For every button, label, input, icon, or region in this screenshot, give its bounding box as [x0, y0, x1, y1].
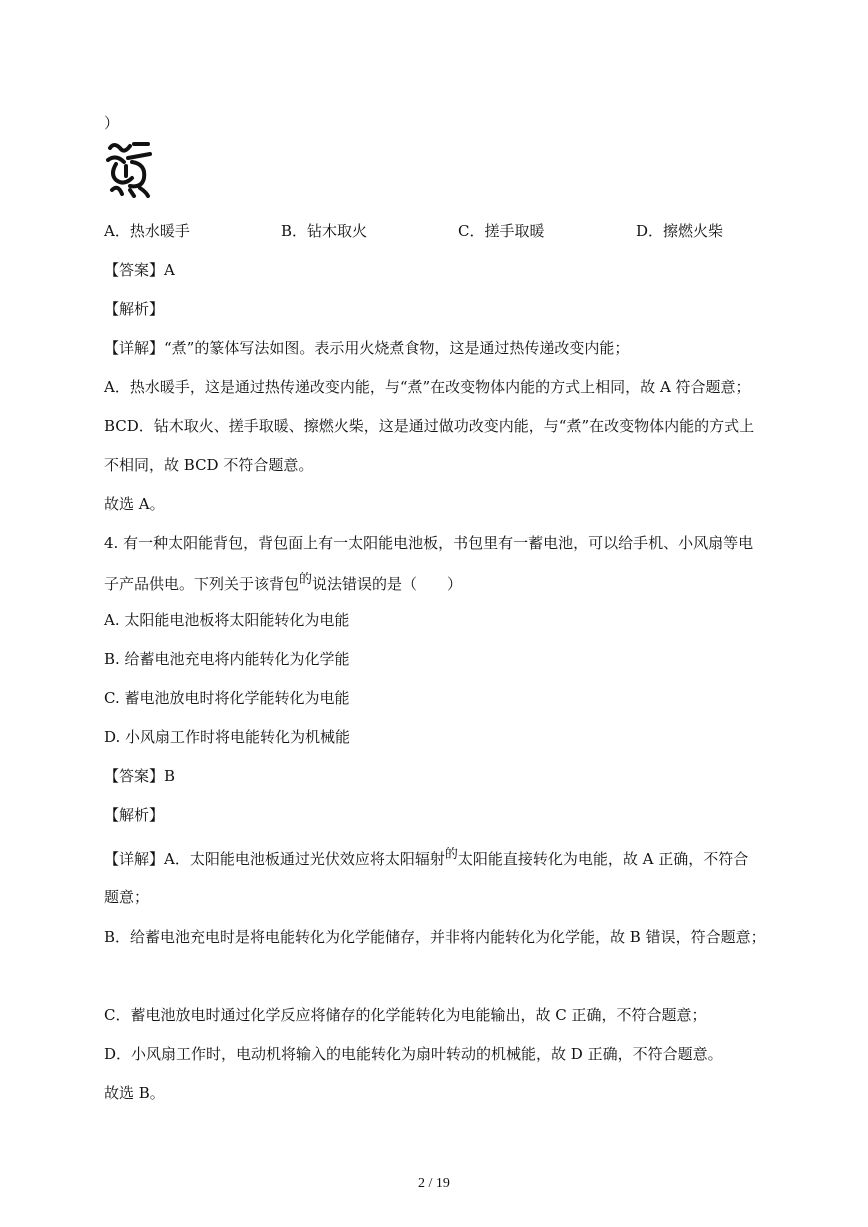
stem-superscript-char: 的: [299, 572, 313, 587]
explanation-line: A．热水暖手，这是通过热传递改变内能，与“煮”在改变物体内能的方式上相同，故 A 符合题意；: [104, 378, 751, 396]
question-stem: 4. 有一种太阳能背包，背包面上有一太阳能电池板，书包里有一蓄电池，可以给手机、小风扇等电: [104, 534, 754, 552]
option-c: C. 蓄电池放电时将化学能转化为电能: [104, 689, 350, 707]
explanation-line: B．给蓄电池充电时是将电能转化为化学能储存，并非将内能转化为化学能，故 B 错误，符合题意；: [104, 928, 766, 946]
option-d: D．擦燃火柴: [636, 222, 724, 240]
analysis-heading: 【解析】: [104, 300, 165, 318]
detail-text-part: 【详解】A．太阳能电池板通过光伏效应将太阳辐射: [104, 850, 445, 868]
option-b: B．钻木取火: [281, 222, 368, 240]
detail-superscript-char: 的: [444, 847, 458, 862]
seal-script-zhu-image: [104, 140, 154, 198]
option-a: A．热水暖手: [104, 222, 190, 240]
option-a: A. 太阳能电池板将太阳能转化为电能: [104, 611, 350, 629]
explanation-line: BCD．钻木取火、搓手取暖、擦燃火柴，这是通过做功改变内能，与“煮”在改变物体内能的方式上: [104, 417, 755, 435]
option-b: B. 给蓄电池充电将内能转化为化学能: [104, 650, 350, 668]
page-number: 2 / 19: [418, 1176, 450, 1191]
conclusion: 故选 B。: [104, 1084, 165, 1102]
detail-text: 题意；: [104, 888, 150, 906]
answer-label: 【答案】A: [104, 261, 175, 279]
option-d: D. 小风扇工作时将电能转化为机械能: [104, 728, 351, 746]
answer-label: 【答案】B: [104, 767, 176, 785]
option-c: C．搓手取暖: [458, 222, 545, 240]
question-fragment: ）: [104, 114, 120, 132]
question-stem: [104, 574, 462, 596]
stem-text: 子产品供电。下列关于该背包: [104, 575, 300, 593]
explanation-line: C．蓄电池放电时通过化学反应将储存的化学能转化为电能输出，故 C 正确，不符合题意；: [104, 1006, 707, 1024]
detail-text-part: 太阳能直接转化为电能，故 A 正确，不符合: [457, 850, 749, 868]
detail-text: 【详解】“煮”的篆体写法如图。表示用火烧煮食物，这是通过热传递改变内能；: [104, 339, 630, 357]
conclusion: 故选 A。: [104, 495, 165, 513]
explanation-line: 不相同，故 BCD 不符合题意。: [104, 456, 314, 474]
stem-text: 说法错误的是（ ）: [312, 575, 463, 593]
explanation-line: D．小风扇工作时，电动机将输入的电能转化为扇叶转动的机械能，故 D 正确，不符合题意。: [104, 1045, 723, 1063]
detail-text: [104, 849, 748, 871]
analysis-heading: 【解析】: [104, 806, 165, 824]
